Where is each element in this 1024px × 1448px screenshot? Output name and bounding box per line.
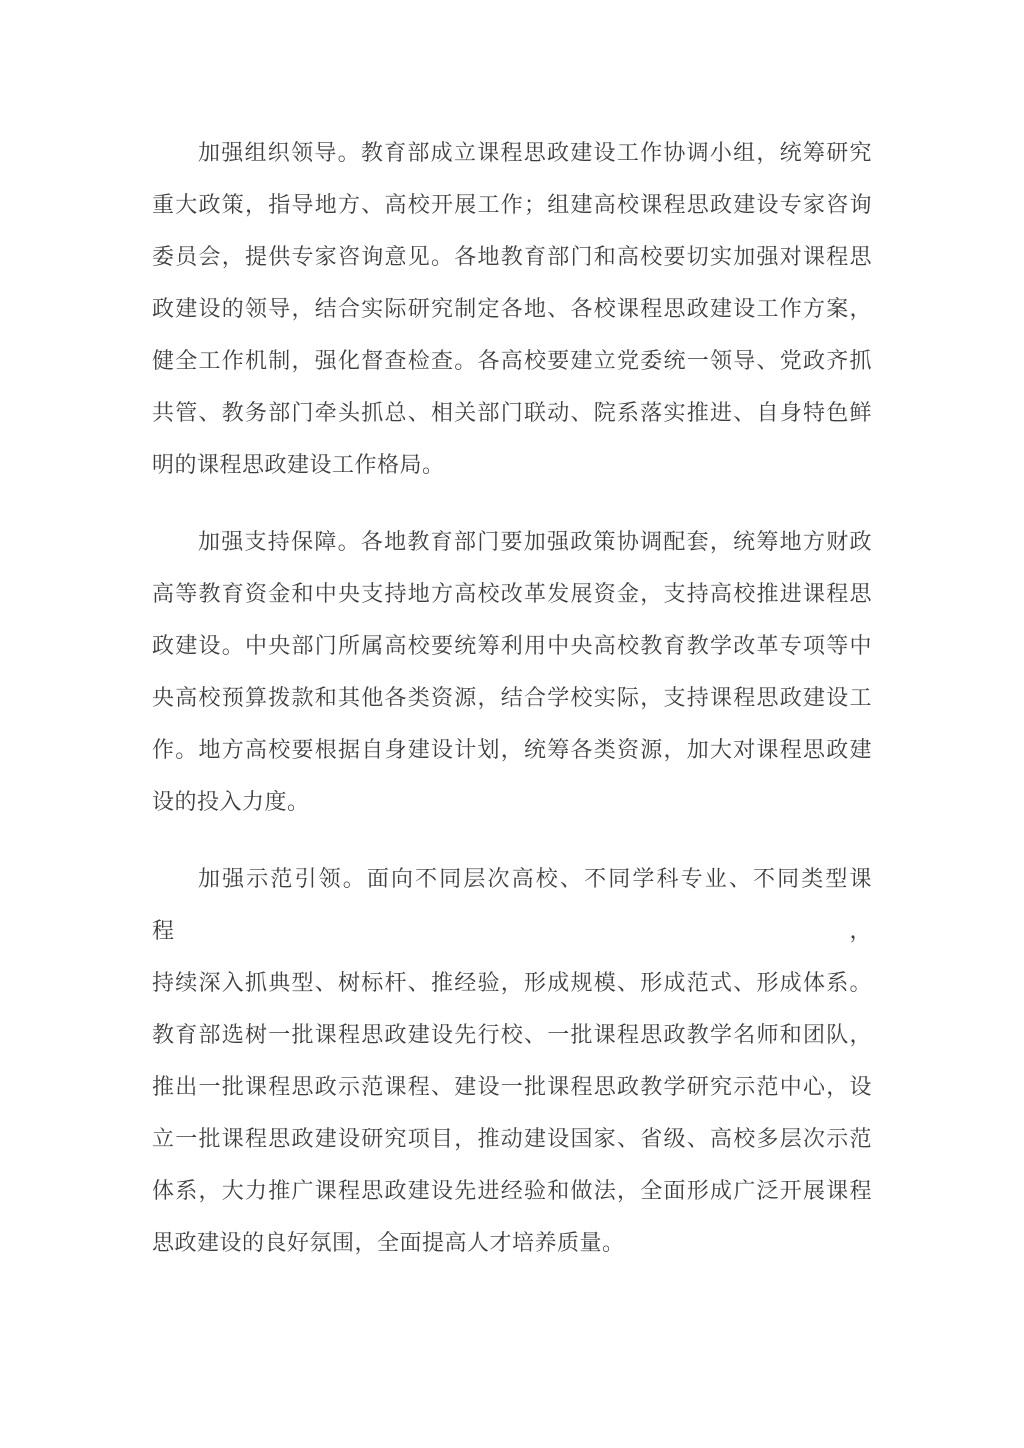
text-line: 教育部选树一批课程思政建设先行校、一批课程思政教学名师和团队， — [152, 1022, 872, 1047]
text-line: 央高校预算拨款和其他各类资源，结合学校实际，支持课程思政建设工 — [152, 685, 872, 710]
paragraph-support-guarantee — [152, 516, 872, 828]
text-line: 作。地方高校要根据自身建设计划，统筹各类资源，加大对课程思政建 — [152, 737, 872, 762]
text-line: 思政建设的良好氛围，全面提高人才培养质量。 — [152, 1230, 625, 1255]
text-line: 政建设。中央部门所属高校要统筹利用中央高校教育教学改革专项等中 — [152, 633, 872, 658]
text-line: 重大政策，指导地方、高校开展工作；组建高校课程思政建设专家咨询 — [152, 192, 872, 217]
paragraph-demonstration-guidance — [152, 853, 872, 1269]
text-line: 立一批课程思政建设研究项目，推动建设国家、省级、高校多层次示范 — [152, 1126, 872, 1151]
text-line: 共管、教务部门牵头抓总、相关部门联动、院系落实推进、自身特色鲜 — [152, 400, 872, 425]
text-line: 明的课程思政建设工作格局。 — [152, 452, 445, 477]
text-line: 体系，大力推广课程思政建设先进经验和做法，全面形成广泛开展课程 — [152, 1178, 872, 1203]
text-line: 加强示范引领。面向不同层次高校、不同学科专业、不同类型课程， — [152, 866, 872, 943]
text-line: 设的投入力度。 — [152, 789, 310, 814]
text-line: 加强组织领导。教育部成立课程思政建设工作协调小组，统筹研究 — [198, 140, 872, 165]
text-line: 持续深入抓典型、树标杆、推经验，形成规模、形成范式、形成体系。 — [152, 970, 872, 995]
text-line: 委员会，提供专家咨询意见。各地教育部门和高校要切实加强对课程思 — [152, 244, 872, 269]
text-line: 高等教育资金和中央支持地方高校改革发展资金，支持高校推进课程思 — [152, 581, 872, 606]
text-line: 加强支持保障。各地教育部门要加强政策协调配套，统筹地方财政 — [198, 529, 872, 554]
paragraph-organizational-leadership — [152, 127, 872, 491]
text-line: 健全工作机制，强化督查检查。各高校要建立党委统一领导、党政齐抓 — [152, 348, 872, 373]
document-content — [152, 0, 872, 1269]
text-line: 推出一批课程思政示范课程、建设一批课程思政教学研究示范中心，设 — [152, 1074, 872, 1099]
text-line: 政建设的领导，结合实际研究制定各地、各校课程思政建设工作方案， — [152, 296, 872, 321]
